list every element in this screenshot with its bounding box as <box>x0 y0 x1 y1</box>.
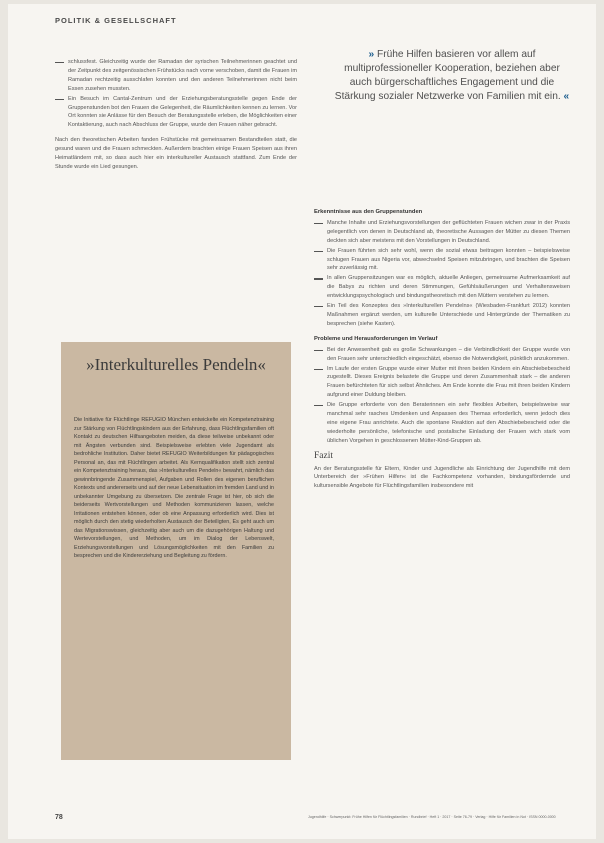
right-column <box>314 208 570 497</box>
document-page <box>8 4 596 839</box>
list-item: Die Gruppe erforderte von den Beraterinnen ein sehr flexibles Arbeiten, beispielsweise war manchmal sehr rasches Umdenken und Anpassen des Themas erforderlich, wenn jedoch dies eine eigene Frau anrichtete. Auch die spontane Reaktion auf den Abschiebebescheid oder die wiederholte persönliche, telefonische und postalische Einladung der Frauen wich stark vom üblichen Vorgehen in geschlossenen Mütter-Kind-Gruppen ab. <box>314 401 570 446</box>
info-box <box>61 342 291 760</box>
section-heading-insights: Erkenntnisse aus den Gruppenstunden <box>314 209 423 215</box>
list-item: In allen Gruppensitzungen war es möglich, aktuelle Anliegen, gemeinsame Aufmerksamkeit auf die Babys zu richten und deren Stimmungen, Gefühlsäußerungen und Verhaltensweisen entwicklungspsychologisch und bindungstheoretisch mit den Müttern verstehen zu lernen. <box>314 274 570 301</box>
quote-open-mark: » <box>368 49 375 60</box>
quote-text: Frühe Hilfen basieren vor allem auf multiprofessioneller Kooperation, beziehen aber auch bürgerschaftliches Engagement und die Stärkung sozialer Netzwerke von Familien mit ein. <box>334 49 561 102</box>
left-column <box>55 58 297 178</box>
list-item: Manche Inhalte und Erziehungsvorstellungen der geflüchteten Frauen wichen zwar in der Praxis gelegentlich von denen in Deutschland ab, theoretische Aussagen der Mütter zu diesen Themen deckten sich aber meistens mit den Vorstellungen in Deutschland. <box>314 219 570 246</box>
quote-close-mark: « <box>563 91 570 102</box>
info-box-title: »Interkulturelles Pendeln« <box>86 355 266 374</box>
body-paragraph: Nach den theoretischen Arbeiten fanden Frühstücke mit gemeinsamen Bestandteilen statt, die gesund waren und die Frauen schmeckten. Außerdem brachten einige Frauen Speisen aus ihren Heimatländern mit, so dass auch hier ein interkultureller Austausch stattfand. Zum Ende der Stunde wurde ein Lied gesungen. <box>55 137 297 170</box>
fazit-paragraph: An der Beratungsstelle für Eltern, Kinder und Jugendliche als Einrichtung der Jugendhilfe mit dem Unterbereich der »Frühen Hilfen« ist die Fachkompetenz vorhanden, bindungsfördernde und kultursensible Angebote für Flüchtlingsfamilien insbesondere mit <box>314 465 570 490</box>
section-heading-problems: Probleme und Herausforderungen im Verlauf <box>314 335 438 342</box>
info-box-body <box>74 416 274 561</box>
list-item: Die Frauen führten sich sehr wohl, wenn die sozial etwas beitragen konnten – beispielsweise schlugen Frauen aus Nigeria vor, abwechselnd Speisen mitzubringen, und brachten die Speisen sehr zuverlässig mit. <box>314 247 570 274</box>
list-item: Ein Besuch im Cantal-Zentrum und der Erziehungsberatungsstelle gegen Ende der Gruppenstunden bot den Frauen die Gelegenheit, die Räumlichkeiten kennen zu lernen. Vor Ort konnten sie Anlässe für den Besuch der Beratungsstelle erleben, die Möglichkeiten einer Kontaktierung, auch nach Abschluss der Gruppe, wurde den Frauen näher gebracht. <box>55 95 297 131</box>
section-label: POLITIK & GESELLSCHAFT <box>55 16 177 25</box>
page-number: 78 <box>55 814 63 821</box>
list-item: Ein Teil des Konzeptes des »Interkulturellen Pendelns« (Wiesbaden-Frankfurt 2012) konnten Maßnahmen ergänzt werden, um kulturelle Unterschiede und Hintergründe der Thematiken zu besprechen (siehe Kasten). <box>314 302 570 329</box>
list-item: Im Laufe der ersten Gruppe wurde einer Mutter mit ihren beiden Kindern ein Abschiebebescheid zugestellt. Dieses Ereignis belastete die Gruppe und deren Zusammenhalt stark – die anderen Frauen befürchteten für sich selbst Ähnliches. Am Ende konnte die Frau mit ihren beiden Kindern aufgrund einer Duldung bleiben. <box>314 365 570 401</box>
insights-list <box>314 219 570 329</box>
fazit-heading: Fazit <box>314 450 333 461</box>
list-item: schlussfest. Gleichzeitig wurde der Ramadan der syrischen Teilnehmerinnen geachtet und der Zeitpunkt des zeitgenössischen Frühstücks nach vorne verschoben, damit die Frauen im Ramadan rechtzeitig ausschlafen konnten und den anderen Teilnehmerinnen nicht beim Essen zusehen mussten. <box>55 58 297 94</box>
pull-quote <box>334 48 570 104</box>
left-bullet-list <box>55 58 297 130</box>
problems-list <box>314 346 570 446</box>
info-box-text: Die Initiative für Flüchtlinge REFUGIO München entwickelte ein Kompetenztraining zur Stärkung von Flüchtlingskindern aus der Erfahrung, dass Flüchtlingsfamilien oft Kontakt zu deutschen Hilfsangeboten meiden, da diese teilweise unbekannt oder mit Ängsten verbunden sind. Beispielsweise erlebten viele Jugendamt als bedrohliche Institution. Daher bietet REFUGIO Weiterbildungen für pädagogisches Personal an, das mit Flüchtlingen arbeitet. Als Kernqualifikation stellt sich zentral ein Kompetenztraining heraus, das »Interkulturelles Pendeln« bewahrt, nämlich das gewinnbringende Zusammenspiel, Aufgaben und Rollen des eigenen beruflichen Kontexts und andererseits und auf der neue Lebensituation im fremden Land und in unbekannter Umgebung zu übersetzen. Die zentrale Frage ist hier, ob sich die beiderseits Wertvorstellungen und Methoden kommunizieren lassen, welche Irritationen entstehen können, oder ob eine Anpassung erforderlich wird. Dies ist möglich durch den stetig wiederholten Austausch der Beteiligten, Es geht auch um das Migrationswissen, gleichzeitig aber auch um die dazugehörigen Haltung und Wertevorstellungen, und Methoden, um im Dialog der Lebenswelt, Erziehungsvorstellungen und Lösungsmöglichkeiten mit den Familien zu besprechen und die Kindererziehung und Begleitung zu fördern. <box>74 417 274 559</box>
footer-citation: Jugendhilfe · Schwerpunkt: Frühe Hilfen für Flüchtlingsfamilien · Rundbrief · Heft 1 · 2017 · Seite 76-79 · Verlag · Hilfe für Familien in Not · ISSN 0000-0000 <box>308 815 556 819</box>
list-item: Bei der Anwesenheit gab es große Schwankungen – die Verbindlichkeit der Gruppe wurde von den Frauen sehr unterschiedlich eingeschätzt, ebenso die Notwendigkeit, pünktlich anzukommen. <box>314 346 570 364</box>
